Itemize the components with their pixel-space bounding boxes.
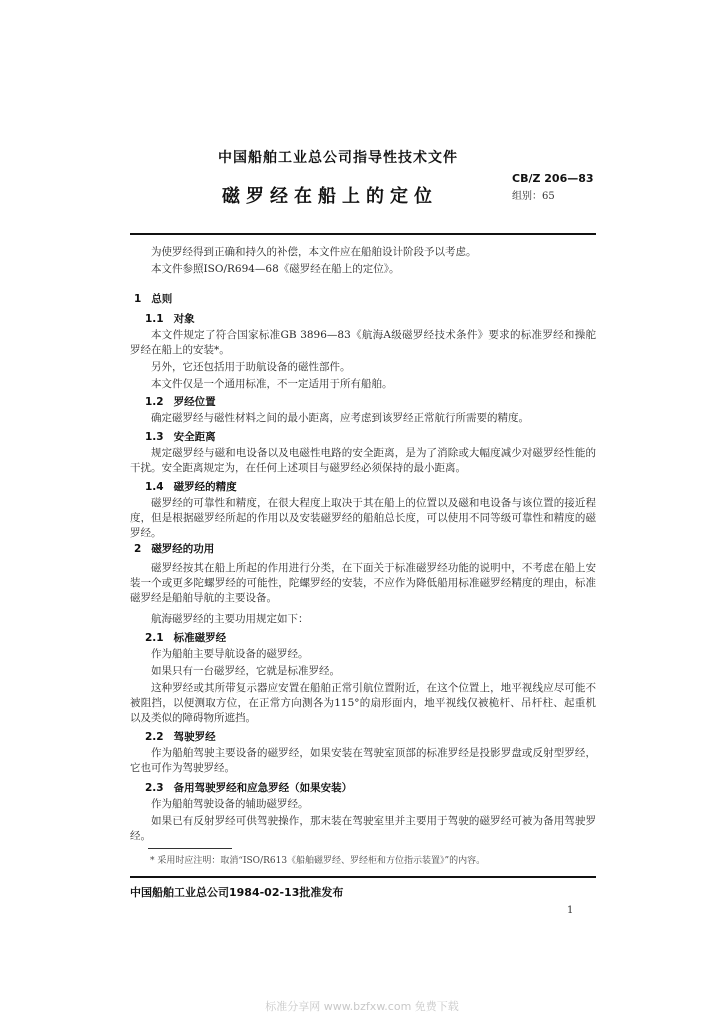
body-paragraph: 作为船舶驾驶主要设备的磁罗经，如果安装在驾驶室顶部的标准罗经是投影罗盘或反射型罗经，它也可作为驾驶罗经。: [130, 747, 596, 774]
intro-paragraph: 本文件参照ISO/R694—68《磁罗经在船上的定位》。: [151, 263, 400, 275]
subsection-heading: [145, 729, 216, 744]
site-watermark: 标准分享网 www.bzfxw.com 免费下载: [265, 1000, 459, 1013]
subsection-title: 安全距离: [173, 431, 216, 443]
approval-line: 中国船舶工业总公司1984-02-13批准发布: [130, 886, 344, 899]
subsection-number: 2.2: [145, 731, 164, 743]
intro-paragraph: 为使罗经得到正确和持久的补偿，本文件应在船舶设计阶段予以考虑。: [151, 246, 477, 258]
section-number: 1: [134, 293, 142, 305]
header-divider: [130, 233, 596, 235]
subsection-number: 2.1: [145, 632, 164, 644]
document-title: 磁罗经在船上的定位: [222, 186, 438, 207]
subsection-number: 2.3: [145, 782, 164, 794]
subsection-title: 驾驶罗经: [173, 731, 216, 743]
page-number: 1: [567, 905, 574, 916]
subsection-number: 1.2: [145, 396, 164, 408]
issuing-organization: 中国船舶工业总公司指导性技术文件: [218, 150, 458, 166]
subsection-heading: [145, 780, 352, 795]
section-number: 2: [134, 543, 142, 555]
section-heading: [134, 291, 172, 306]
footnote: * 采用时应注明：取消“ISO/R613《船舶磁罗经、罗经柜和方位指示装置》”的内容。: [150, 856, 486, 866]
standard-group: 组别：65: [512, 191, 555, 202]
footer-divider: [130, 876, 596, 878]
body-paragraph: 如果已有反射罗经可供驾驶操作，那末装在驾驶室里并主要用于驾驶的磁罗经可被为备用驾驶罗经。: [130, 815, 596, 842]
subsection-number: 1.4: [145, 481, 164, 493]
subsection-heading: [145, 394, 216, 409]
body-paragraph: 这种罗经或其所带复示器应安置在船舶正常引航位置附近，在这个位置上，地平视线应尽可能不被阻挡，以便测取方位，在正常方向测各为115°的扇形面内，地平视线仅被桅杆、吊杆柱、起重机以及类似的障碍物所遮挡。: [130, 682, 596, 724]
body-paragraph: 本文件规定了符合国家标准GB 3896—83《航海A级磁罗经技术条件》要求的标准罗经和操舵罗经在船上的安装*。: [130, 329, 596, 356]
subsection-title: 标准磁罗经: [173, 632, 227, 644]
subsection-heading: [145, 429, 216, 444]
body-paragraph: 本文件仅是一个通用标准，不一定适用于所有船舶。: [151, 378, 393, 390]
subsection-heading: [145, 479, 237, 494]
body-paragraph: 另外，它还包括用于助航设备的磁性部件。: [151, 361, 351, 373]
subsection-title: 磁罗经的精度: [173, 481, 237, 493]
body-paragraph: 如果只有一台磁罗经，它就是标准罗经。: [151, 665, 340, 677]
section-title: 总则: [151, 293, 173, 305]
section-title: 磁罗经的功用: [151, 543, 215, 555]
subsection-title: 备用驾驶罗经和应急罗经（如果安装）: [173, 782, 353, 794]
body-paragraph: 确定磁罗经与磁性材料之间的最小距离，应考虑到该罗经正常航行所需要的精度。: [151, 412, 529, 424]
body-paragraph: 航海磁罗经的主要功用规定如下：: [151, 613, 309, 625]
subsection-title: 罗经位置: [173, 396, 216, 408]
body-paragraph: 规定磁罗经与磁和电设备以及电磁性电路的安全距离，是为了消除或大幅度减少对磁罗经性能的干扰。安全距离规定为，在任何上述项目与磁罗经必须保持的最小距离。: [130, 447, 596, 474]
body-paragraph: 磁罗经按其在船上所起的作用进行分类，在下面关于标准磁罗经功能的说明中，不考虑在船上安装一个或更多陀螺罗经的可能性，陀螺罗经的安装，不应作为降低船用标准磁罗经精度的理由，标准磁罗经是船舶导航的主要设备。: [130, 562, 596, 604]
standard-code: CB/Z 206—83: [512, 172, 594, 185]
subsection-title: 对象: [173, 313, 195, 325]
body-paragraph: 作为船舶驾驶设备的辅助磁罗经。: [151, 798, 309, 810]
subsection-number: 1.3: [145, 431, 164, 443]
subsection-heading: [145, 311, 195, 326]
body-paragraph: 作为船舶主要导航设备的磁罗经。: [151, 648, 309, 660]
body-paragraph: 磁罗经的可靠性和精度，在很大程度上取决于其在船上的位置以及磁和电设备与该位置的接近程度，但是根据磁罗经所起的作用以及安装磁罗经的船舶总长度，可以使用不同等级可靠性和精度的磁罗经。: [130, 497, 596, 539]
footnote-divider: [148, 848, 232, 849]
section-heading: [134, 541, 214, 556]
subsection-heading: [145, 630, 226, 645]
subsection-number: 1.1: [145, 313, 164, 325]
